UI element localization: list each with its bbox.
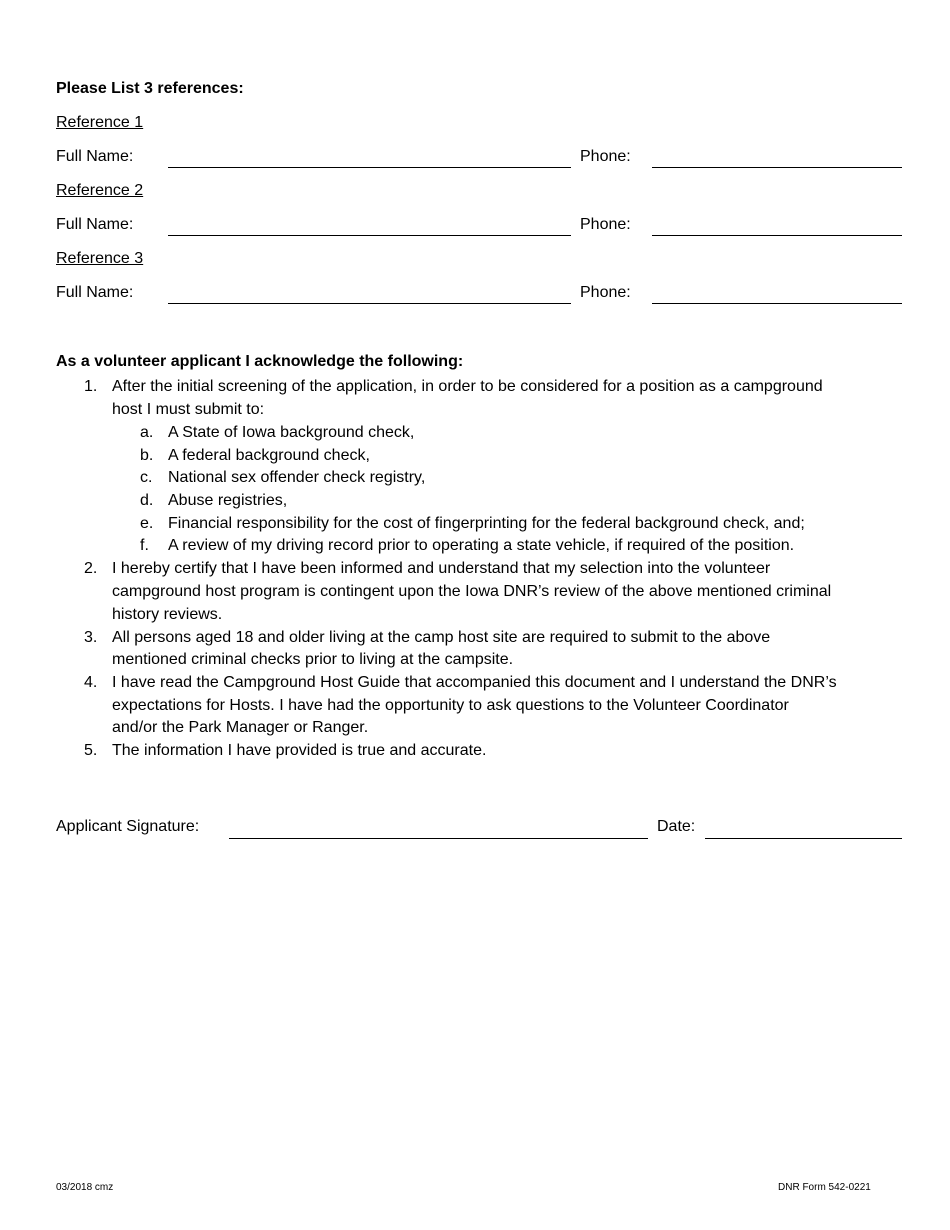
date-label: Date: xyxy=(657,818,696,835)
list-item-text: and/or the Park Manager or Ranger. xyxy=(112,719,369,736)
list-item-number: 1. xyxy=(84,378,98,395)
sub-item-letter: f. xyxy=(140,537,149,554)
list-item-text: I have read the Campground Host Guide that accompanied this document and I understand the DNR’s xyxy=(112,674,837,691)
reference-3-phone-label: Phone: xyxy=(580,284,631,301)
reference-2-phone-label: Phone: xyxy=(580,216,631,233)
reference-1-phone-field[interactable] xyxy=(652,167,902,168)
reference-3-full-name-field[interactable] xyxy=(168,303,571,304)
sub-item-text: National sex offender check registry, xyxy=(168,469,426,486)
date-field[interactable] xyxy=(705,838,902,839)
list-item-number: 4. xyxy=(84,674,98,691)
acknowledge-heading: As a volunteer applicant I acknowledge the following: xyxy=(56,353,464,370)
reference-1-title: Reference 1 xyxy=(56,114,144,131)
sub-item-letter: a. xyxy=(140,424,154,441)
list-item-text: mentioned criminal checks prior to living at the campsite. xyxy=(112,651,514,668)
list-item-text: host I must submit to: xyxy=(112,401,265,418)
reference-3-full-name-label: Full Name: xyxy=(56,284,134,301)
reference-3-phone-field[interactable] xyxy=(652,303,902,304)
sub-item-letter: d. xyxy=(140,492,154,509)
list-item-number: 5. xyxy=(84,742,98,759)
reference-1-full-name-field[interactable] xyxy=(168,167,571,168)
sub-item-text: Abuse registries, xyxy=(168,492,288,509)
reference-2-title: Reference 2 xyxy=(56,182,144,199)
list-item-text: campground host program is contingent upon the Iowa DNR’s review of the above mentioned criminal xyxy=(112,583,832,600)
reference-2-full-name-field[interactable] xyxy=(168,235,571,236)
sub-item-letter: c. xyxy=(140,469,153,486)
sub-item-text: Financial responsibility for the cost of fingerprinting for the federal background check, and; xyxy=(168,515,805,532)
footer-form-number: DNR Form 542-0221 xyxy=(778,1182,871,1193)
footer-revision-date: 03/2018 cmz xyxy=(56,1182,114,1193)
list-item-text: After the initial screening of the application, in order to be considered for a position as a campground xyxy=(112,378,823,395)
references-heading: Please List 3 references: xyxy=(56,80,244,97)
sub-item-text: A review of my driving record prior to operating a state vehicle, if required of the position. xyxy=(168,537,795,554)
list-item-text: I hereby certify that I have been informed and understand that my selection into the volunteer xyxy=(112,560,771,577)
list-item-text: expectations for Hosts. I have had the opportunity to ask questions to the Volunteer Coordinator xyxy=(112,697,789,714)
list-item-number: 2. xyxy=(84,560,98,577)
list-item-text: The information I have provided is true and accurate. xyxy=(112,742,487,759)
reference-1-phone-label: Phone: xyxy=(580,148,631,165)
sub-item-letter: e. xyxy=(140,515,154,532)
applicant-signature-label: Applicant Signature: xyxy=(56,818,200,835)
sub-item-text: A State of Iowa background check, xyxy=(168,424,415,441)
reference-2-full-name-label: Full Name: xyxy=(56,216,134,233)
list-item-number: 3. xyxy=(84,629,98,646)
list-item-text: All persons aged 18 and older living at the camp host site are required to submit to the above xyxy=(112,629,771,646)
reference-3-title: Reference 3 xyxy=(56,250,144,267)
sub-item-letter: b. xyxy=(140,447,154,464)
list-item-text: history reviews. xyxy=(112,606,223,623)
reference-1-full-name-label: Full Name: xyxy=(56,148,134,165)
sub-item-text: A federal background check, xyxy=(168,447,370,464)
applicant-signature-field[interactable] xyxy=(229,838,648,839)
reference-2-phone-field[interactable] xyxy=(652,235,902,236)
